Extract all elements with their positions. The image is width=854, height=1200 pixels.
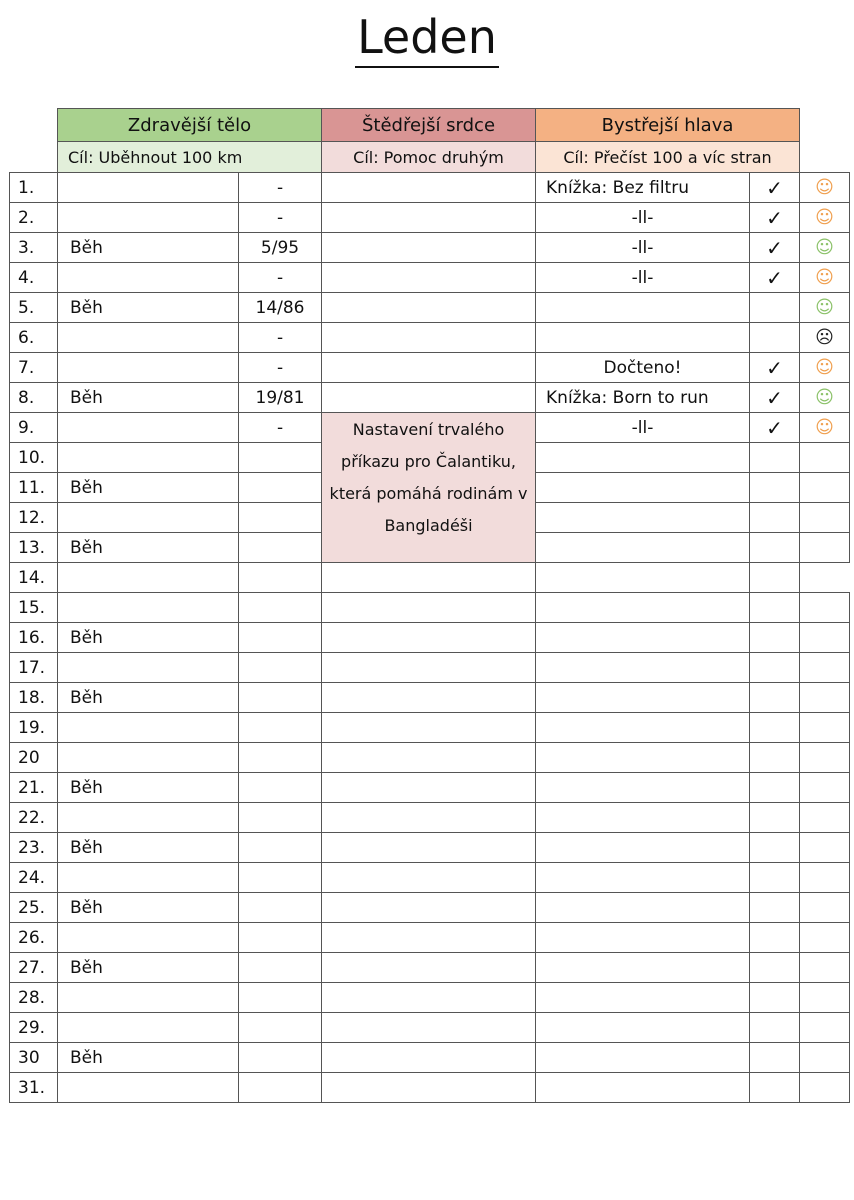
day-number: 21.	[10, 773, 58, 803]
heart-cell	[322, 623, 536, 653]
day-row	[10, 353, 850, 383]
heart-cell	[322, 653, 536, 683]
distance-cell	[239, 863, 322, 893]
mood-cell	[800, 533, 850, 563]
mood-cell	[800, 983, 850, 1013]
distance-cell	[239, 473, 322, 503]
day-row	[10, 743, 850, 773]
table-body	[10, 109, 850, 1103]
activity-cell: Běh	[58, 233, 239, 263]
activity-cell	[58, 593, 239, 623]
distance-cell: -	[239, 173, 322, 203]
check-cell	[750, 413, 800, 443]
heart-cell	[322, 983, 536, 1013]
mood-cell	[800, 353, 850, 383]
reading-cell	[536, 593, 750, 623]
activity-cell	[58, 743, 239, 773]
day-row	[10, 413, 850, 443]
day-number: 29.	[10, 1013, 58, 1043]
check-cell	[750, 923, 800, 953]
heart-cell	[322, 1043, 536, 1073]
activity-cell: Běh	[58, 773, 239, 803]
day-row	[10, 1073, 850, 1103]
activity-cell	[58, 923, 239, 953]
mood-cell	[800, 953, 850, 983]
heart-section-header: Štědřejší srdce	[322, 109, 536, 142]
day-number: 19.	[10, 713, 58, 743]
day-row	[10, 593, 850, 623]
check-cell	[750, 1013, 800, 1043]
checkmark-icon: ✓	[766, 175, 783, 200]
mood-cell	[800, 593, 850, 623]
distance-cell	[239, 773, 322, 803]
activity-cell: Běh	[58, 1043, 239, 1073]
check-cell	[536, 563, 750, 593]
distance-cell	[239, 593, 322, 623]
day-number: 16.	[10, 623, 58, 653]
check-cell	[750, 833, 800, 863]
distance-cell: -	[239, 263, 322, 293]
mood-cell	[800, 1043, 850, 1073]
reading-cell	[536, 1013, 750, 1043]
activity-cell	[58, 413, 239, 443]
day-number: 18.	[10, 683, 58, 713]
day-row	[10, 653, 850, 683]
day-row	[10, 233, 850, 263]
check-cell	[750, 383, 800, 413]
day-number: 12.	[10, 503, 58, 533]
page-title-wrap	[0, 4, 854, 70]
smiley-face-icon: ☺	[815, 237, 834, 258]
habit-tracker-table	[9, 108, 850, 1103]
mood-cell	[800, 1013, 850, 1043]
day-row	[10, 773, 850, 803]
mood-cell	[800, 1073, 850, 1103]
smiley-face-icon: ☺	[815, 267, 834, 288]
reading-cell	[322, 563, 536, 593]
reading-cell: -ll-	[536, 413, 750, 443]
day-number: 3.	[10, 233, 58, 263]
heart-cell	[322, 203, 536, 233]
distance-cell: -	[239, 323, 322, 353]
activity-cell: Běh	[58, 533, 239, 563]
smiley-face-icon: ☺	[815, 357, 834, 378]
heart-cell	[322, 773, 536, 803]
day-row	[10, 803, 850, 833]
day-number: 11.	[10, 473, 58, 503]
checkmark-icon: ✓	[766, 415, 783, 440]
day-number: 30	[10, 1043, 58, 1073]
day-number: 14.	[10, 563, 58, 593]
check-cell	[750, 263, 800, 293]
mood-cell	[800, 833, 850, 863]
day-number: 8.	[10, 383, 58, 413]
distance-cell	[239, 443, 322, 473]
heart-cell	[322, 923, 536, 953]
activity-cell: Běh	[58, 833, 239, 863]
reading-cell	[536, 773, 750, 803]
reading-cell	[536, 683, 750, 713]
reading-cell	[536, 893, 750, 923]
distance-cell	[239, 1073, 322, 1103]
activity-cell	[58, 263, 239, 293]
goal-row	[10, 142, 850, 173]
mood-cell	[800, 773, 850, 803]
day-number: 4.	[10, 263, 58, 293]
heart-cell	[322, 833, 536, 863]
section-header-row	[10, 109, 850, 142]
check-cell	[750, 503, 800, 533]
heart-note: Nastavení trvalého příkazu pro Čalantiku, která pomáhá rodinám v Bangladéši	[322, 413, 536, 563]
activity-cell: Běh	[58, 953, 239, 983]
mood-cell	[800, 923, 850, 953]
check-cell	[750, 443, 800, 473]
activity-cell: Běh	[58, 383, 239, 413]
distance-cell	[239, 1013, 322, 1043]
mood-cell	[800, 653, 850, 683]
check-cell	[750, 953, 800, 983]
distance-cell	[239, 623, 322, 653]
heart-cell	[322, 593, 536, 623]
reading-cell	[536, 1043, 750, 1073]
reading-cell: Dočteno!	[536, 353, 750, 383]
mood-cell	[800, 203, 850, 233]
activity-cell: Běh	[58, 623, 239, 653]
mood-cell	[800, 623, 850, 653]
day-number: 22.	[10, 803, 58, 833]
reading-cell	[536, 623, 750, 653]
day-number: 7.	[10, 353, 58, 383]
check-cell	[750, 353, 800, 383]
day-number: 23.	[10, 833, 58, 863]
check-cell	[750, 233, 800, 263]
day-number: 1.	[10, 173, 58, 203]
reading-cell	[536, 833, 750, 863]
distance-cell	[239, 983, 322, 1013]
distance-cell	[239, 803, 322, 833]
corner-cell	[800, 142, 850, 173]
heart-cell	[322, 803, 536, 833]
check-cell	[750, 203, 800, 233]
distance-cell	[239, 923, 322, 953]
day-row	[10, 623, 850, 653]
day-number: 2.	[10, 203, 58, 233]
check-cell	[750, 683, 800, 713]
day-row	[10, 833, 850, 863]
distance-cell: -	[239, 203, 322, 233]
mind-section-header: Bystřejší hlava	[536, 109, 800, 142]
activity-cell	[58, 443, 239, 473]
mood-cell	[800, 863, 850, 893]
distance-cell: -	[239, 353, 322, 383]
checkmark-icon: ✓	[766, 385, 783, 410]
day-number: 13.	[10, 533, 58, 563]
heart-cell	[322, 953, 536, 983]
day-number: 20	[10, 743, 58, 773]
reading-cell	[536, 803, 750, 833]
checkmark-icon: ✓	[766, 205, 783, 230]
day-number: 5.	[10, 293, 58, 323]
mood-cell	[800, 893, 850, 923]
distance-cell	[239, 893, 322, 923]
mood-cell	[800, 263, 850, 293]
activity-cell: Běh	[58, 473, 239, 503]
heart-cell	[322, 293, 536, 323]
heart-cell	[322, 173, 536, 203]
day-number: 27.	[10, 953, 58, 983]
activity-cell: Běh	[58, 293, 239, 323]
reading-cell	[536, 443, 750, 473]
corner-cell	[800, 109, 850, 142]
activity-cell	[58, 983, 239, 1013]
reading-cell	[536, 713, 750, 743]
distance-cell: 5/95	[239, 233, 322, 263]
activity-cell	[58, 203, 239, 233]
activity-cell: Běh	[58, 683, 239, 713]
heart-cell	[322, 893, 536, 923]
distance-cell	[239, 653, 322, 683]
reading-cell	[536, 743, 750, 773]
activity-cell	[58, 353, 239, 383]
day-row	[10, 323, 850, 353]
activity-cell	[58, 803, 239, 833]
check-cell	[750, 1043, 800, 1073]
activity-cell	[58, 653, 239, 683]
mood-cell	[800, 383, 850, 413]
mood-cell	[800, 293, 850, 323]
day-row	[10, 683, 850, 713]
distance-cell	[239, 713, 322, 743]
reading-cell	[536, 473, 750, 503]
reading-cell	[536, 863, 750, 893]
reading-cell	[536, 293, 750, 323]
mood-cell	[800, 443, 850, 473]
heart-cell	[322, 353, 536, 383]
check-cell	[750, 773, 800, 803]
day-number: 10.	[10, 443, 58, 473]
activity-cell	[58, 863, 239, 893]
check-cell	[750, 293, 800, 323]
check-cell	[750, 983, 800, 1013]
sad-face-icon: ☹	[815, 327, 834, 348]
activity-cell	[58, 323, 239, 353]
reading-cell: -ll-	[536, 263, 750, 293]
heart-cell	[322, 383, 536, 413]
day-row	[10, 923, 850, 953]
corner-cell	[10, 109, 58, 142]
mood-cell	[750, 563, 800, 593]
distance-cell: 19/81	[239, 383, 322, 413]
activity-cell: Běh	[58, 893, 239, 923]
mind-goal: Cíl: Přečíst 100 a víc stran	[536, 142, 800, 173]
day-row	[10, 953, 850, 983]
check-cell	[750, 1073, 800, 1103]
mood-cell	[800, 713, 850, 743]
activity-cell	[58, 713, 239, 743]
day-number: 25.	[10, 893, 58, 923]
mood-cell	[800, 473, 850, 503]
checkmark-icon: ✓	[766, 265, 783, 290]
mood-cell	[800, 683, 850, 713]
day-number: 17.	[10, 653, 58, 683]
reading-cell	[536, 953, 750, 983]
check-cell	[750, 893, 800, 923]
distance-cell	[239, 683, 322, 713]
reading-cell	[536, 653, 750, 683]
heart-cell	[322, 743, 536, 773]
distance-cell	[239, 563, 322, 593]
smiley-face-icon: ☺	[815, 417, 834, 438]
check-cell	[750, 593, 800, 623]
reading-cell: Knížka: Bez filtru	[536, 173, 750, 203]
check-cell	[750, 533, 800, 563]
check-cell	[750, 173, 800, 203]
mood-cell	[800, 743, 850, 773]
body-goal: Cíl: Uběhnout 100 km	[58, 142, 322, 173]
reading-cell	[536, 533, 750, 563]
smiley-face-icon: ☺	[815, 177, 834, 198]
mood-cell	[800, 803, 850, 833]
distance-cell	[239, 503, 322, 533]
reading-cell: -ll-	[536, 233, 750, 263]
day-number: 6.	[10, 323, 58, 353]
heart-cell	[322, 323, 536, 353]
smiley-face-icon: ☺	[815, 207, 834, 228]
day-row	[10, 203, 850, 233]
check-cell	[750, 473, 800, 503]
smiley-face-icon: ☺	[815, 297, 834, 318]
day-number: 15.	[10, 593, 58, 623]
mood-cell	[800, 503, 850, 533]
reading-cell: -ll-	[536, 203, 750, 233]
heart-cell	[322, 713, 536, 743]
day-row	[10, 893, 850, 923]
mood-cell	[800, 173, 850, 203]
check-cell	[750, 323, 800, 353]
day-row	[10, 293, 850, 323]
day-row	[10, 983, 850, 1013]
distance-cell: -	[239, 413, 322, 443]
heart-cell	[322, 683, 536, 713]
check-cell	[750, 803, 800, 833]
heart-cell	[322, 233, 536, 263]
day-row	[10, 863, 850, 893]
heart-cell	[322, 1013, 536, 1043]
reading-cell: Knížka: Born to run	[536, 383, 750, 413]
page-title: Leden	[355, 8, 499, 68]
mood-cell	[800, 323, 850, 353]
heart-cell	[322, 263, 536, 293]
checkmark-icon: ✓	[766, 355, 783, 380]
day-number: 26.	[10, 923, 58, 953]
distance-cell	[239, 953, 322, 983]
check-cell	[750, 653, 800, 683]
day-number: 31.	[10, 1073, 58, 1103]
reading-cell	[536, 323, 750, 353]
activity-cell	[58, 1073, 239, 1103]
day-number: 9.	[10, 413, 58, 443]
reading-cell	[536, 983, 750, 1013]
check-cell	[750, 743, 800, 773]
distance-cell	[239, 1043, 322, 1073]
reading-cell	[536, 1073, 750, 1103]
smiley-face-icon: ☺	[815, 387, 834, 408]
day-row	[10, 383, 850, 413]
heart-cell	[322, 1073, 536, 1103]
heart-goal: Cíl: Pomoc druhým	[322, 142, 536, 173]
day-row	[10, 173, 850, 203]
day-row	[10, 563, 850, 593]
distance-cell	[239, 833, 322, 863]
heart-cell	[322, 863, 536, 893]
activity-cell	[58, 173, 239, 203]
distance-cell	[239, 743, 322, 773]
mood-cell	[800, 233, 850, 263]
reading-cell	[536, 503, 750, 533]
activity-cell	[58, 503, 239, 533]
mood-cell	[800, 413, 850, 443]
check-cell	[750, 623, 800, 653]
day-row	[10, 1013, 850, 1043]
day-row	[10, 713, 850, 743]
day-row	[10, 1043, 850, 1073]
check-cell	[750, 713, 800, 743]
reading-cell	[536, 923, 750, 953]
checkmark-icon: ✓	[766, 235, 783, 260]
activity-cell	[58, 563, 239, 593]
body-section-header: Zdravější tělo	[58, 109, 322, 142]
day-number: 28.	[10, 983, 58, 1013]
corner-cell	[10, 142, 58, 173]
distance-cell: 14/86	[239, 293, 322, 323]
day-number: 24.	[10, 863, 58, 893]
check-cell	[750, 863, 800, 893]
distance-cell	[239, 533, 322, 563]
day-row	[10, 263, 850, 293]
activity-cell	[58, 1013, 239, 1043]
